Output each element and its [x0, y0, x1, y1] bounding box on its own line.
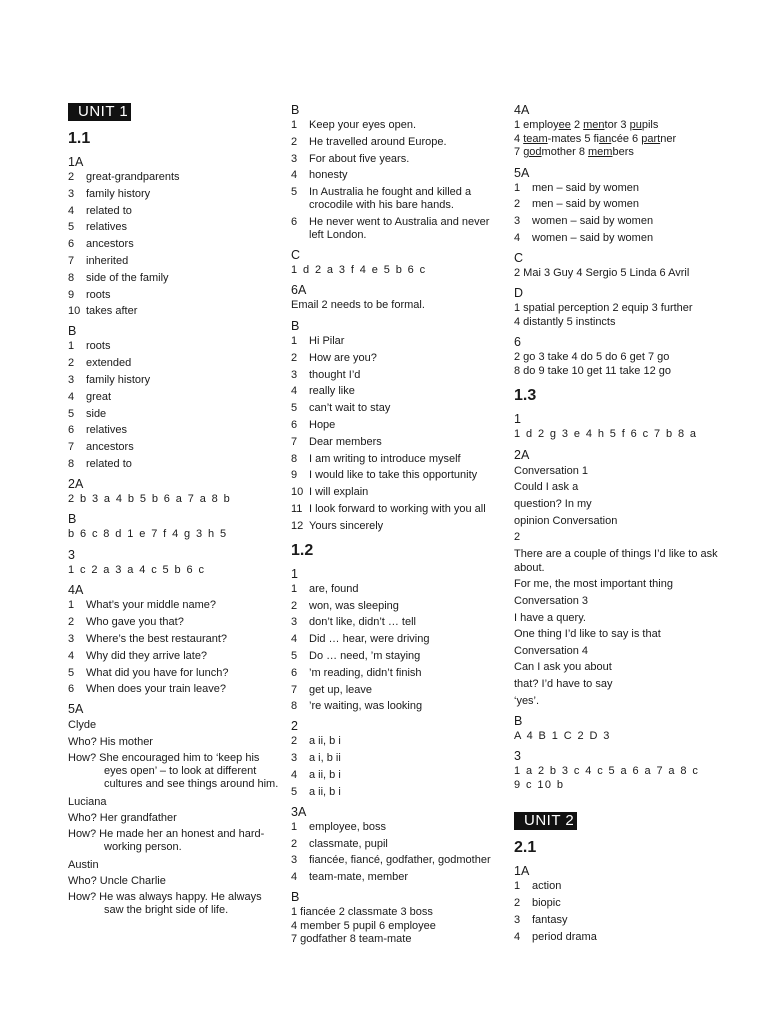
conversation-line: There are a couple of things I’d like to ask about.	[514, 547, 718, 574]
list-item	[291, 216, 496, 242]
item-text: fantasy	[532, 913, 568, 926]
conversation-line: For me, the most important thing	[514, 578, 673, 591]
item-text: period drama	[532, 930, 597, 943]
item-text: biopic	[532, 896, 561, 909]
item-number: 1	[291, 820, 298, 833]
item-number: 3	[291, 152, 298, 165]
list-item	[291, 369, 496, 382]
luciana-who: Who? Her grandfather	[68, 812, 177, 825]
item-text: ancestors	[86, 238, 134, 251]
item-number: 9	[68, 288, 75, 301]
item-number: 6	[291, 215, 298, 228]
exercise-6b-heading: B	[291, 318, 300, 333]
item-number: 1	[291, 119, 298, 131]
item-number: 4	[291, 633, 298, 646]
clyde-who: Who? His mother	[68, 736, 153, 749]
item-text: great	[86, 390, 112, 403]
name-luciana: Luciana	[68, 795, 107, 808]
list-item	[291, 486, 496, 499]
list-item	[291, 871, 496, 884]
exercise-5c-heading: C	[291, 247, 301, 262]
list-item	[291, 838, 496, 851]
item-number: 5	[68, 666, 75, 679]
exercise-1-2-1-heading: 1	[291, 566, 298, 581]
list-item	[68, 255, 283, 268]
exercise-5b-heading: B	[291, 103, 300, 117]
item-text: don’t like, didn’t … tell	[309, 616, 416, 629]
exercise-1-3-1-answers: 1 d 2 g 3 e 4 h 5 f 6 c 7 b 8 a	[514, 428, 698, 441]
list-item	[291, 684, 496, 697]
exercise-1-3-3-line-1: 1 a 2 b 3 c 4 c 5 a 6 a 7 a 8 c	[514, 765, 700, 778]
clyde-how: How? She encouraged him to ‘keep his eyes open’ – to look at different cultures and see things around him.	[68, 751, 279, 790]
list-item	[291, 186, 496, 212]
list-item	[68, 599, 283, 612]
item-number: 3	[291, 616, 298, 629]
list-item	[68, 171, 283, 184]
item-number: 10	[68, 305, 81, 318]
item-text: takes after	[86, 305, 138, 318]
exercise-1-2-2-list	[291, 735, 496, 798]
item-text: women – said by women	[532, 231, 654, 244]
exercise-1b-heading: B	[68, 324, 77, 339]
exercise-2-1-1a-list	[514, 880, 724, 943]
item-text: won, was sleeping	[309, 599, 399, 612]
exercise-4a-heading-col3: 4A	[514, 103, 530, 117]
item-number: 7	[291, 683, 298, 696]
list-item	[68, 441, 283, 454]
item-text: roots	[86, 340, 111, 353]
list-item	[68, 289, 283, 302]
conversation-line: Could I ask a	[514, 481, 579, 494]
unit-2-banner: UNIT 2	[514, 812, 577, 830]
item-text: When does your train leave?	[86, 683, 227, 696]
item-number: 4	[291, 871, 298, 884]
item-number: 5	[68, 221, 75, 234]
item-number: 2	[291, 735, 298, 748]
item-number: 8	[68, 457, 75, 470]
item-number: 11	[291, 502, 303, 515]
exercise-3a-heading: 3A	[291, 804, 307, 819]
austin-who: Who? Uncle Charlie	[68, 875, 166, 888]
item-text: extended	[86, 357, 132, 370]
exercise-5b-list	[291, 119, 496, 242]
list-item	[68, 667, 283, 680]
item-text: Who gave you that?	[86, 616, 184, 629]
list-item	[68, 357, 283, 370]
item-text: In Australia he fought and killed a crocodile with his bare hands.	[309, 186, 472, 212]
exercise-4a-heading: 4A	[68, 583, 84, 598]
item-text: ’m reading, didn’t finish	[309, 666, 422, 679]
item-number: 6	[291, 418, 298, 431]
item-text: What’s your middle name?	[86, 599, 217, 612]
item-number: 5	[291, 186, 298, 199]
conversation-line: 2	[514, 531, 521, 544]
conversation-line: that? I’d have to say	[514, 678, 613, 691]
item-number: 9	[291, 469, 298, 482]
list-item	[291, 503, 496, 516]
item-number: 3	[291, 368, 298, 381]
item-number: 5	[291, 785, 298, 798]
list-item	[291, 700, 496, 713]
list-item	[291, 402, 496, 415]
exercise-1a-heading: 1A	[68, 155, 84, 169]
list-item	[291, 335, 496, 348]
item-number: 1	[68, 340, 75, 353]
item-number: 5	[291, 402, 298, 415]
exercise-6a-answer: Email 2 needs to be formal.	[291, 299, 425, 312]
item-text: He never went to Australia and never left London.	[309, 215, 490, 241]
item-text: Hi Pilar	[309, 334, 345, 347]
conversation-line: Conversation 4	[514, 644, 588, 657]
list-item	[514, 880, 724, 893]
item-text: How are you?	[309, 351, 377, 364]
list-item	[291, 633, 496, 646]
conversation-line: Conversation 3	[514, 595, 588, 608]
list-item	[68, 424, 283, 437]
item-text: ’re waiting, was looking	[309, 700, 423, 713]
list-item	[68, 374, 283, 387]
item-text: Hope	[309, 418, 336, 431]
item-text: employee, boss	[309, 820, 387, 833]
item-number: 5	[68, 407, 75, 420]
list-item	[68, 205, 283, 218]
list-item	[514, 914, 724, 927]
item-text: really like	[309, 385, 355, 398]
item-text: great-grandparents	[86, 171, 180, 183]
item-text: can’t wait to stay	[309, 402, 391, 415]
item-number: 6	[291, 666, 298, 679]
conversation-block	[514, 464, 724, 708]
exercise-5c-answers: 1 d 2 a 3 f 4 e 5 b 6 c	[291, 263, 427, 276]
exercise-d-line-2: 4 distantly 5 instincts	[514, 315, 616, 328]
exercise-5a-list-col3	[514, 182, 724, 245]
item-text: men – said by women	[532, 181, 639, 194]
item-text: are, found	[309, 582, 359, 595]
item-text: family history	[86, 187, 151, 200]
item-text: He travelled around Europe.	[309, 135, 447, 148]
item-text: men – said by women	[532, 198, 639, 211]
item-text: Where’s the best restaurant?	[86, 633, 228, 646]
item-text: Did … hear, were driving	[309, 633, 430, 646]
exercise-2-1-1a-heading: 1A	[514, 864, 530, 879]
exercise-3b-heading: B	[291, 890, 300, 905]
item-text: a ii, b i	[309, 768, 341, 781]
item-text: team-mate, member	[309, 871, 409, 884]
exercise-2b-heading: B	[68, 512, 77, 527]
item-number: 3	[68, 187, 75, 200]
column-1	[68, 103, 283, 921]
list-item	[514, 897, 724, 910]
item-text: action	[532, 880, 562, 893]
austin-how: How? He was always happy. He always saw the bright side of life.	[68, 891, 262, 916]
exercise-c-heading-col3: C	[514, 250, 524, 265]
item-text: honesty	[309, 169, 348, 182]
column-2	[291, 103, 496, 950]
list-item	[291, 436, 496, 449]
item-number: 8	[68, 271, 75, 284]
item-text: For about five years.	[309, 152, 410, 165]
exercise-2a-heading-col3: 2A	[514, 447, 530, 462]
list-item	[514, 182, 724, 195]
exercise-2a-heading: 2A	[68, 476, 84, 491]
stress-line-2: 4 team-mates 5 fiancée 6 partner	[514, 132, 677, 145]
exercise-3-heading: 3	[68, 547, 75, 562]
list-item	[291, 153, 496, 166]
list-item	[291, 616, 496, 629]
item-text: Yours sincerely	[309, 519, 384, 532]
exercise-2b-heading-col3: B	[514, 713, 523, 728]
list-item	[514, 198, 724, 211]
conversation-line: question? In my	[514, 498, 592, 511]
list-item	[514, 215, 724, 228]
item-text: women – said by women	[532, 215, 654, 228]
list-item	[514, 232, 724, 245]
section-1-1-heading: 1.1	[68, 130, 91, 147]
item-number: 3	[514, 913, 521, 926]
item-text: Keep your eyes open.	[309, 119, 417, 131]
item-number: 2	[291, 599, 298, 612]
item-text: side	[86, 407, 107, 420]
exercise-6-heading: 6	[514, 335, 521, 350]
list-item	[68, 391, 283, 404]
item-number: 4	[68, 649, 75, 662]
stress-line-1: 1 employee 2 mentor 3 pupils	[514, 119, 659, 131]
list-item	[68, 272, 283, 285]
item-number: 4	[514, 231, 521, 244]
name-clyde: Clyde	[68, 719, 97, 732]
item-number: 1	[291, 334, 298, 347]
conversation-line: Can I ask you about	[514, 661, 612, 674]
name-austin: Austin	[68, 858, 99, 871]
item-text: Do … need, ’m staying	[309, 649, 421, 662]
list-item	[68, 633, 283, 646]
item-number: 4	[291, 385, 298, 398]
list-item	[291, 752, 496, 765]
item-text: family history	[86, 373, 151, 386]
exercise-4a-list	[68, 599, 283, 696]
exercise-5a-heading: 5A	[68, 702, 84, 717]
item-number: 2	[68, 357, 75, 370]
exercise-3b-line-1: 1 fiancée 2 classmate 3 boss	[291, 906, 433, 919]
list-item	[291, 385, 496, 398]
item-number: 2	[68, 616, 75, 629]
stress-line-3: 7 godmother 8 members	[514, 146, 634, 158]
exercise-3-answers: 1 c 2 a 3 a 4 c 5 b 6 c	[68, 563, 206, 576]
item-number: 7	[68, 441, 75, 454]
list-item	[291, 854, 496, 867]
exercise-6b-list	[291, 335, 496, 533]
list-item	[291, 650, 496, 663]
conversation-line: ‘yes’.	[514, 694, 540, 707]
list-item	[291, 786, 496, 799]
exercise-c-answers-col3: 2 Mai 3 Guy 4 Sergio 5 Linda 6 Avril	[514, 266, 690, 279]
list-item	[68, 221, 283, 234]
item-text: ancestors	[86, 441, 134, 454]
item-number: 2	[291, 135, 298, 148]
exercise-1-2-2-heading: 2	[291, 719, 298, 734]
item-text: classmate, pupil	[309, 837, 388, 850]
exercise-1-3-3-heading: 3	[514, 749, 521, 764]
item-text: What did you have for lunch?	[86, 666, 229, 679]
item-text: Dear members	[309, 435, 382, 448]
item-number: 2	[291, 351, 298, 364]
item-number: 6	[68, 424, 75, 437]
item-text: I am writing to introduce myself	[309, 452, 461, 465]
item-number: 3	[291, 752, 298, 765]
item-text: a ii, b i	[309, 735, 341, 748]
list-item	[68, 683, 283, 696]
item-number: 8	[291, 452, 298, 465]
list-item	[68, 340, 283, 353]
section-1-3-heading: 1.3	[514, 387, 537, 405]
item-number: 4	[68, 390, 75, 403]
item-text: roots	[86, 288, 111, 301]
exercise-1-2-1-list	[291, 583, 496, 714]
item-text: I would like to take this opportunity	[309, 469, 478, 482]
item-number: 3	[68, 633, 75, 646]
item-number: 1	[514, 181, 521, 194]
exercise-1b-list	[68, 340, 283, 471]
item-number: 10	[291, 486, 304, 499]
item-text: inherited	[86, 254, 129, 267]
exercise-1-3-1-heading: 1	[514, 412, 521, 427]
exercise-d-heading: D	[514, 286, 524, 301]
item-number: 4	[291, 169, 298, 182]
item-number: 1	[514, 880, 521, 893]
list-item	[291, 119, 496, 132]
exercise-2b-answers: b 6 c 8 d 1 e 7 f 4 g 3 h 5	[68, 528, 228, 541]
exercise-3b-line-3: 7 godfather 8 team-mate	[291, 933, 412, 946]
conversation-line: opinion Conversation	[514, 514, 618, 527]
column-3	[514, 103, 724, 947]
list-item	[68, 408, 283, 421]
item-text: thought I’d	[309, 368, 361, 381]
list-item	[291, 419, 496, 432]
item-number: 3	[291, 854, 298, 867]
luciana-how: How? He made her an honest and hard-working person.	[68, 827, 265, 853]
list-item	[291, 352, 496, 365]
item-text: relatives	[86, 424, 127, 437]
list-item	[68, 458, 283, 471]
item-number: 1	[291, 582, 298, 595]
item-text: fiancée, fiancé, godfather, godmother	[309, 854, 491, 867]
item-number: 6	[68, 683, 75, 696]
item-number: 2	[514, 896, 521, 909]
exercise-3a-list	[291, 821, 496, 884]
item-text: side of the family	[86, 271, 169, 284]
list-item	[291, 169, 496, 182]
item-number: 2	[68, 171, 75, 183]
item-text: a ii, b i	[309, 785, 341, 798]
item-text: Why did they arrive late?	[86, 649, 208, 662]
exercise-1a-list	[68, 171, 283, 318]
list-item	[68, 650, 283, 663]
item-number: 5	[291, 649, 298, 662]
item-number: 7	[291, 435, 298, 448]
list-item	[291, 520, 496, 533]
list-item	[291, 469, 496, 482]
list-item	[291, 735, 496, 748]
list-item	[291, 600, 496, 613]
item-text: related to	[86, 457, 132, 470]
item-text: related to	[86, 204, 132, 217]
item-number: 12	[291, 519, 304, 532]
list-item	[291, 667, 496, 680]
list-item	[68, 238, 283, 251]
item-number: 2	[291, 837, 298, 850]
exercise-6-line-2: 8 do 9 take 10 get 11 take 12 go	[514, 364, 671, 377]
unit-1-banner: UNIT 1	[68, 103, 131, 121]
list-item	[291, 136, 496, 149]
list-item	[68, 305, 283, 318]
item-number: 6	[68, 238, 75, 251]
item-number: 4	[291, 768, 298, 781]
item-text: a i, b ii	[309, 752, 341, 765]
conversation-line: Conversation 1	[514, 464, 588, 477]
list-item	[291, 821, 496, 834]
exercise-2b-answers-col3: A 4 B 1 C 2 D 3	[514, 729, 611, 742]
item-text: get up, leave	[309, 683, 372, 696]
exercise-d-line-1: 1 spatial perception 2 equip 3 further	[514, 302, 693, 315]
list-item	[291, 769, 496, 782]
item-number: 8	[291, 700, 298, 713]
item-number: 4	[514, 930, 521, 943]
item-number: 3	[514, 215, 521, 228]
item-text: I will explain	[309, 486, 369, 499]
list-item	[68, 616, 283, 629]
item-number: 4	[68, 204, 75, 217]
item-number: 3	[68, 373, 75, 386]
item-number: 2	[514, 198, 521, 211]
exercise-6-line-1: 2 go 3 take 4 do 5 do 6 get 7 go	[514, 351, 670, 364]
conversation-line: One thing I’d like to say is that	[514, 628, 661, 641]
section-1-2-heading: 1.2	[291, 541, 314, 559]
section-2-1-heading: 2.1	[514, 839, 537, 857]
list-item	[514, 931, 724, 944]
item-text: I look forward to working with you all	[309, 502, 486, 515]
exercise-3b-line-2: 4 member 5 pupil 6 employee	[291, 919, 436, 932]
exercise-2a-answers: 2 b 3 a 4 b 5 b 6 a 7 a 8 b	[68, 492, 232, 505]
exercise-6a-heading: 6A	[291, 283, 307, 298]
exercise-1-3-3-line-2: 9 c 10 b	[514, 778, 565, 791]
list-item	[291, 453, 496, 466]
list-item	[291, 583, 496, 596]
item-text: relatives	[86, 221, 127, 234]
item-number: 7	[68, 254, 75, 267]
exercise-5a-heading-col3: 5A	[514, 165, 530, 180]
conversation-line: I have a query.	[514, 611, 586, 624]
item-number: 1	[68, 599, 75, 612]
list-item	[68, 188, 283, 201]
